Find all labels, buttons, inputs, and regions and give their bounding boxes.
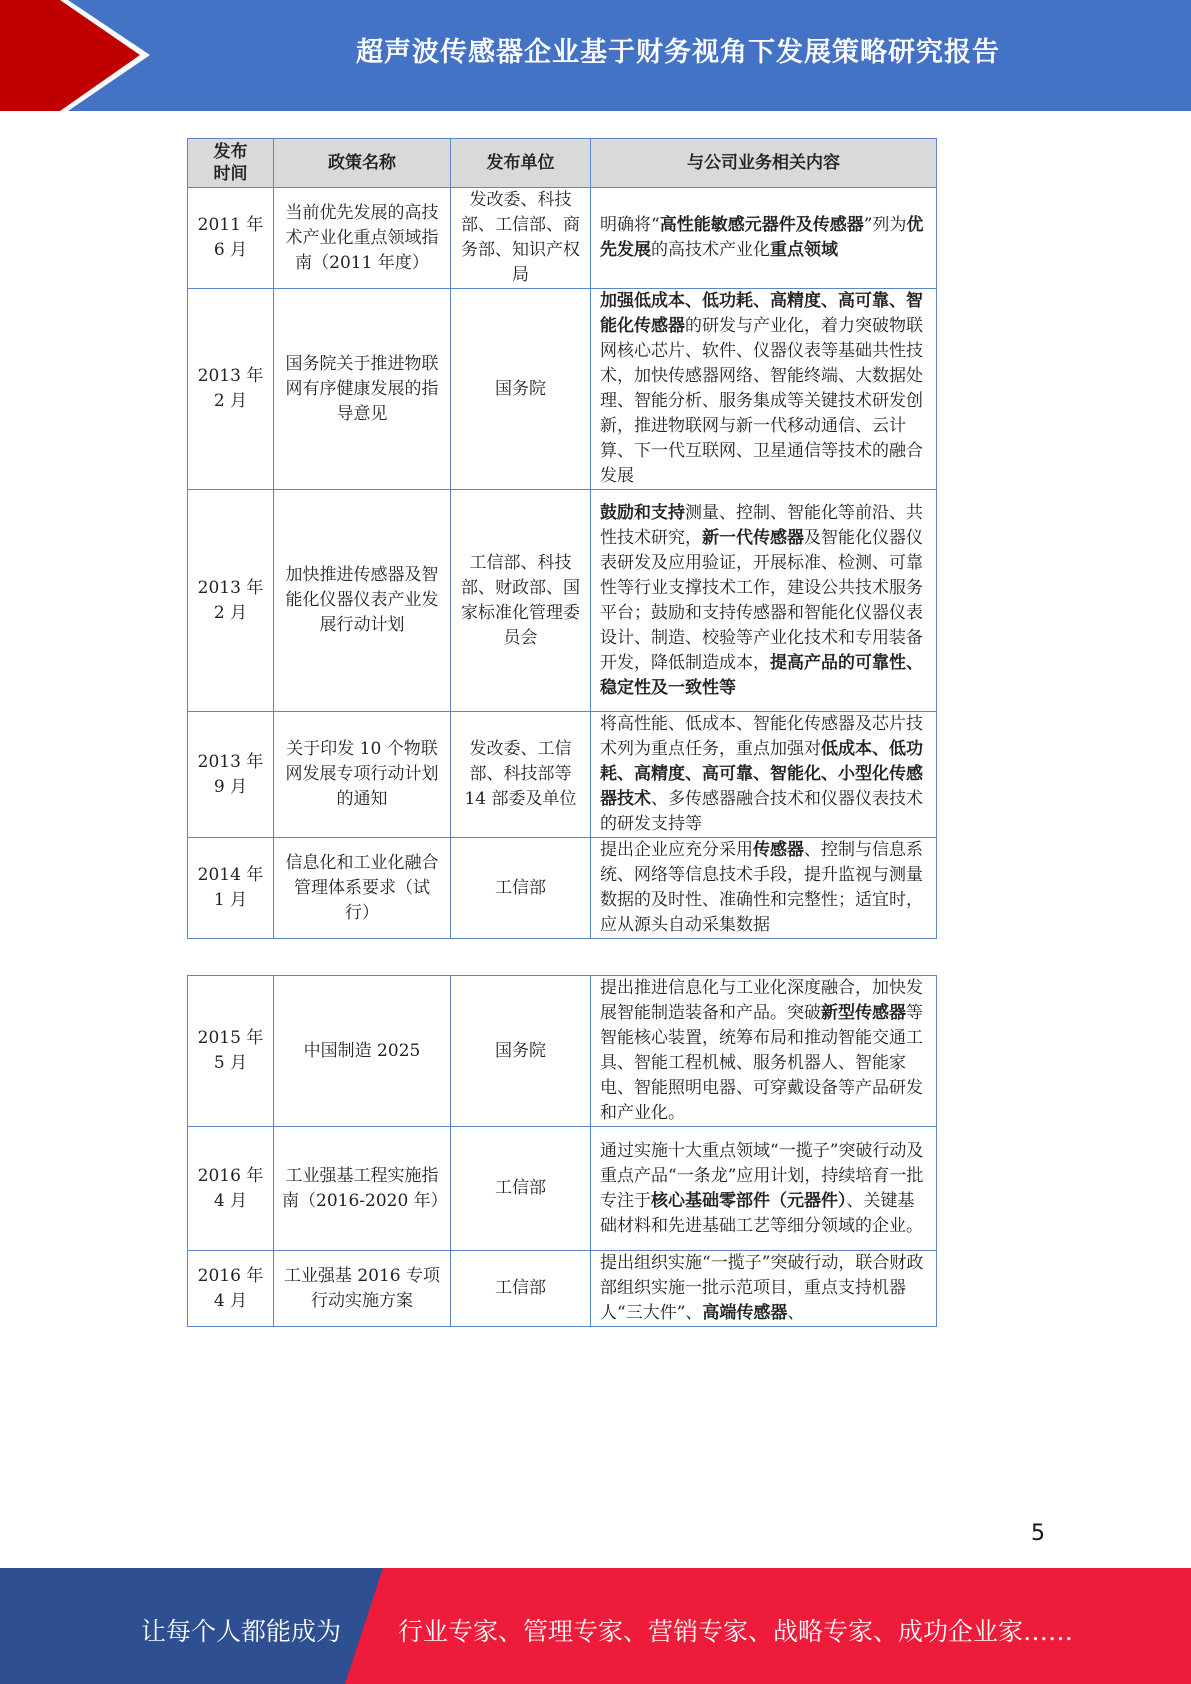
cell-issuer: 国务院 bbox=[451, 976, 591, 1127]
cell-date: 2013 年 2 月 bbox=[188, 490, 274, 712]
content-text: 、关键基础材料和先进基础工艺等细分领域的企业。 bbox=[600, 1190, 923, 1236]
content-text: 将高性能、低成本、智能化传感器及芯片技术列为重点任务，重点加强对 bbox=[600, 714, 923, 759]
footer-slogan-left: 让每个人都能成为 bbox=[141, 1617, 342, 1646]
cell-content bbox=[591, 490, 937, 712]
content-text: 、多传感器融合技术和仪器仪表技术的研发支持等 bbox=[600, 789, 923, 834]
cell-date: 2013 年 9 月 bbox=[188, 712, 274, 838]
content-highlight: 低成本、低功耗、高精度、高可靠、智能化、小型化传感器技术 bbox=[600, 739, 923, 809]
content-text: 提出推进信息化与工业化深度融合，加快发展智能制造装备和产品。突破 bbox=[600, 978, 923, 1023]
table-row bbox=[188, 1127, 937, 1251]
content-highlight: 高端传感器 bbox=[702, 1303, 788, 1323]
column-header-content: 与公司业务相关内容 bbox=[591, 139, 937, 188]
content-highlight: 传感器 bbox=[753, 840, 804, 860]
column-header-issuer: 发布单位 bbox=[451, 139, 591, 188]
cell-issuer: 工信部 bbox=[451, 1127, 591, 1251]
cell-policy-name: 当前优先发展的高技术产业化重点领域指南（2011 年度） bbox=[274, 188, 451, 289]
cell-content bbox=[591, 1127, 937, 1251]
content-text: 提出组织实施“一揽子”突破行动，联合财政部组织实施一批示范项目，重点支持机器人“三大件”、 bbox=[600, 1253, 924, 1323]
cell-issuer: 发改委、工信部、科技部等 14 部委及单位 bbox=[451, 712, 591, 838]
cell-content bbox=[591, 1251, 937, 1327]
cell-date: 2016 年 4 月 bbox=[188, 1251, 274, 1327]
cell-content bbox=[591, 289, 937, 490]
content-text: 通过实施十大重点领域“一揽子”突破行动及重点产品“一条龙”应用计划，持续培育一批专注于 bbox=[600, 1140, 924, 1211]
cell-content bbox=[591, 976, 937, 1127]
table-row bbox=[188, 1251, 937, 1327]
content-text: 、 bbox=[787, 1303, 805, 1323]
cell-content bbox=[591, 712, 937, 838]
table-row bbox=[188, 490, 937, 712]
column-header-policy: 政策名称 bbox=[274, 139, 451, 188]
cell-policy-name: 信息化和工业化融合管理体系要求（试行） bbox=[274, 838, 451, 939]
cell-content bbox=[591, 188, 937, 289]
content-text: 等智能核心装置，统筹布局和推动智能交通工具、智能工程机械、服务机器人、智能家电、智能照明电器、可穿戴设备等产品研发和产业化。 bbox=[600, 1003, 923, 1123]
content-highlight: 新型传感器 bbox=[821, 1003, 906, 1023]
cell-policy-name: 工业强基 2016 专项行动实施方案 bbox=[274, 1251, 451, 1327]
table-header-row bbox=[188, 139, 937, 188]
policy-table bbox=[187, 138, 937, 939]
cell-issuer: 发改委、科技部、工信部、商务部、知识产权局 bbox=[451, 188, 591, 289]
cell-date: 2015 年 5 月 bbox=[188, 976, 274, 1127]
cell-date: 2013 年 2 月 bbox=[188, 289, 274, 490]
page-footer bbox=[0, 1568, 1191, 1684]
content-text: 的研发与产业化，着力突破物联网核心芯片、软件、仪器仪表等基础共性技术，加快传感器网络、智能终端、大数据处理、智能分析、服务集成等关键技术研发创新，推进物联网与新一代移动通信、云计算、下一代互联网、卫星通信等技术的融合发展 bbox=[600, 316, 923, 486]
table-row bbox=[188, 188, 937, 289]
cell-issuer: 工信部 bbox=[451, 1251, 591, 1327]
content-text: 明确将“ bbox=[600, 215, 660, 235]
table-row bbox=[188, 289, 937, 490]
cell-policy-name: 加快推进传感器及智能化仪器仪表产业发展行动计划 bbox=[274, 490, 451, 712]
content-highlight: 提高产品的可靠性、稳定性及一致性等 bbox=[600, 652, 923, 698]
content-text: ”列为 bbox=[863, 215, 907, 235]
content-text: 测量、控制、智能化等前沿、共性技术研究， bbox=[600, 502, 923, 548]
content-highlight: 鼓励和支持 bbox=[600, 502, 685, 523]
cell-date: 2011 年 6 月 bbox=[188, 188, 274, 289]
table-row bbox=[188, 712, 937, 838]
cell-issuer: 工信部 bbox=[451, 838, 591, 939]
policy-table-continued bbox=[187, 975, 937, 1327]
cell-policy-name: 关于印发 10 个物联网发展专项行动计划的通知 bbox=[274, 712, 451, 838]
content-highlight: 高性能敏感元器件及传感器 bbox=[659, 215, 864, 235]
page-header bbox=[0, 0, 1191, 111]
table-row bbox=[188, 838, 937, 939]
cell-policy-name: 工业强基工程实施指南（2016-2020 年） bbox=[274, 1127, 451, 1251]
content-highlight: 重点领域 bbox=[770, 240, 838, 260]
cell-policy-name: 国务院关于推进物联网有序健康发展的指导意见 bbox=[274, 289, 451, 490]
content-text: 、控制与信息系统、网络等信息技术手段，提升监视与测量数据的及时性、准确性和完整性；适宜时，应从源头自动采集数据 bbox=[600, 840, 923, 935]
content-highlight: 核心基础零部件（元器件） bbox=[651, 1190, 847, 1211]
cell-date: 2014 年 1 月 bbox=[188, 838, 274, 939]
content-highlight: 优先发展 bbox=[600, 215, 924, 260]
cell-policy-name: 中国制造 2025 bbox=[274, 976, 451, 1127]
cell-content bbox=[591, 838, 937, 939]
table-row bbox=[188, 976, 937, 1127]
cell-date: 2016 年 4 月 bbox=[188, 1127, 274, 1251]
report-title: 超声波传感器企业基于财务视角下发展策略研究报告 bbox=[356, 37, 1000, 68]
red-chevron-arrow bbox=[0, 0, 155, 111]
page-number: 5 bbox=[1031, 1521, 1045, 1546]
cell-issuer: 工信部、科技部、财政部、国家标准化管理委员会 bbox=[451, 490, 591, 712]
content-text: 及智能化仪器仪表研发及应用验证，开展标准、检测、可靠性等行业支撑技术工作，建设公共技术服务平台；鼓励和支持传感器和智能化仪器仪表设计、制造、校验等产业化技术和专用装备开发，降低制造成本， bbox=[600, 527, 923, 673]
cell-issuer: 国务院 bbox=[451, 289, 591, 490]
content-text: 的高技术产业化 bbox=[651, 240, 770, 260]
column-header-date: 发布 时间 bbox=[188, 139, 274, 188]
content-highlight: 加强低成本、低功耗、高精度、高可靠、智能化传感器 bbox=[600, 291, 923, 336]
footer-slogan-right: 行业专家、管理专家、营销专家、战略专家、成功企业家…… bbox=[398, 1617, 1074, 1646]
content-highlight: 新一代传感器 bbox=[702, 527, 804, 548]
content-text: 提出企业应充分采用 bbox=[600, 840, 753, 860]
